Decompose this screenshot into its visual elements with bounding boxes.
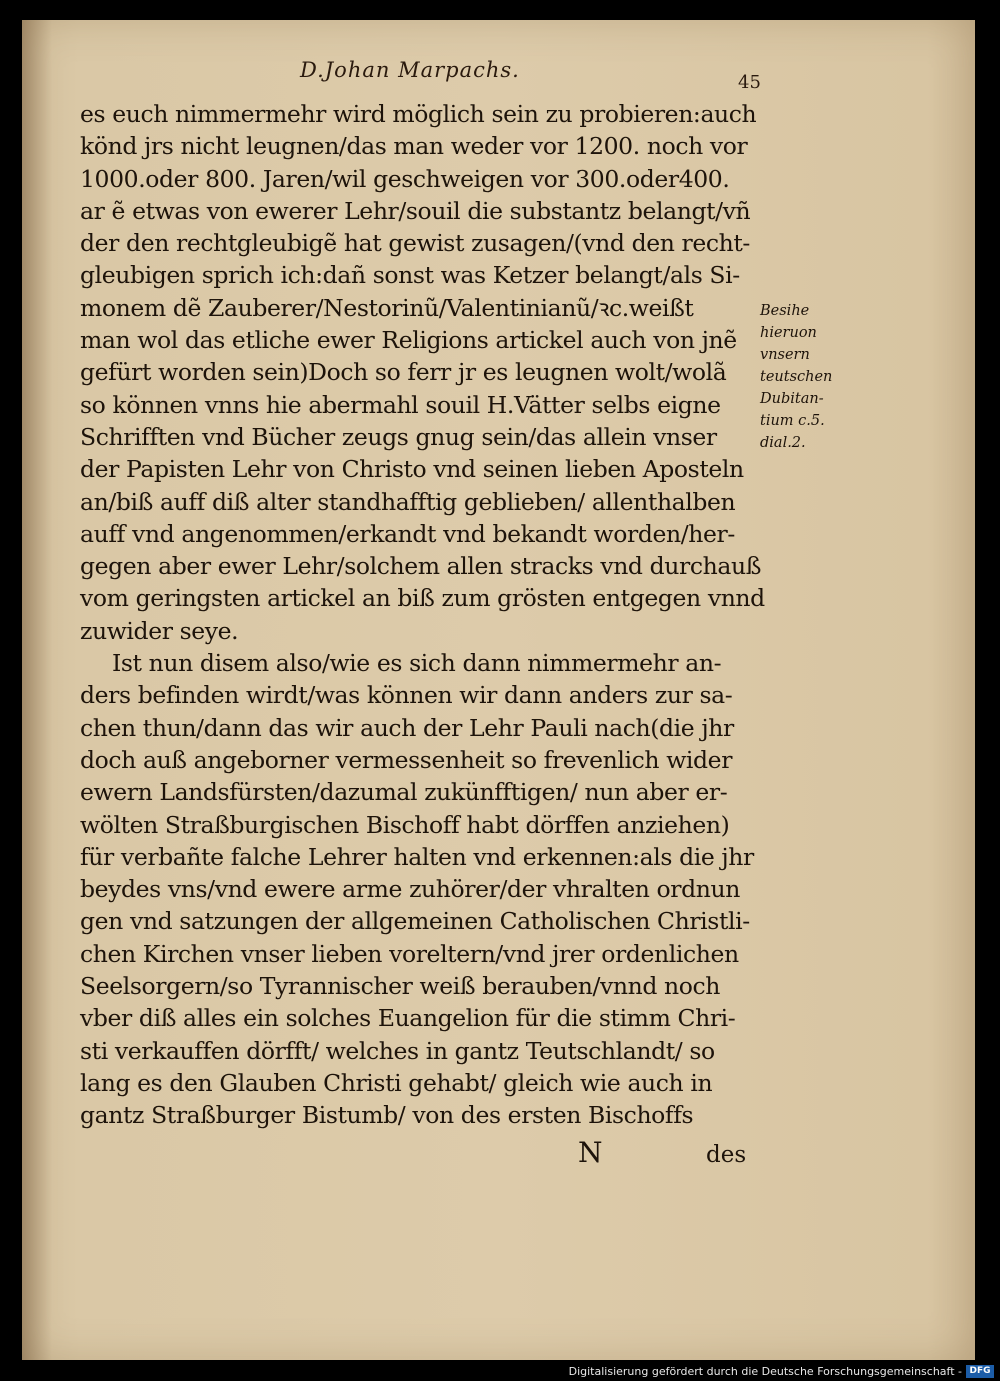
marginal-note-line: vnsern (760, 347, 810, 363)
running-head: D.Johan Marpachs. (300, 58, 520, 82)
text-line: wölten Straßburgischen Bischoff habt dörffen anziehen) (80, 810, 730, 839)
text-line: gefürt worden sein)Doch so ferr jr es leugnen wolt/wolã (80, 358, 727, 387)
text-line: zuwider seye. (80, 616, 239, 645)
text-line: gleubigen sprich ich:dañ sonst was Ketzer belangt/als Si- (80, 261, 740, 290)
body-text (80, 98, 765, 1132)
text-line: ewern Landsfürsten/dazumal zukünfftigen/ nun aber er- (80, 778, 728, 807)
text-line: sti verkauffen dörfft/ welches in gantz Teutschlandt/ so (80, 1036, 715, 1065)
text-line: vom geringsten artickel an biß zum grösten entgegen vnnd (80, 584, 765, 613)
marginal-note (760, 300, 850, 454)
marginal-note-line: dial.2. (760, 435, 806, 451)
text-line: an/biß auff diß alter standhafftig geblieben/ allenthalben (80, 487, 736, 516)
text-line: monem dẽ Zauberer/Nestorinũ/Valentinianũ/ꝛc.weißt (80, 293, 694, 322)
funding-credit: Digitalisierung gefördert durch die Deutsche Forschungsgemeinschaft - (568, 1365, 962, 1378)
text-line: chen Kirchen vnser lieben voreltern/vnd jrer ordenlichen (80, 939, 739, 968)
marginal-note-line: Besihe (760, 303, 810, 319)
text-line: für verbañte falche Lehrer halten vnd erkennen:als die jhr (80, 842, 754, 871)
dfg-logo[interactable]: DFG (966, 1365, 994, 1378)
text-line: es euch nimmermehr wird möglich sein zu probieren:auch (80, 100, 757, 128)
marginal-note-line: Dubitan- (760, 391, 824, 407)
text-line: beydes vns/vnd ewere arme zuhörer/der vhralten ordnun (80, 875, 740, 904)
catchword: des (706, 1142, 747, 1168)
text-line: 1000.oder 800. Jaren/wil geschweigen vor 300.oder400. (80, 164, 730, 193)
marginal-note-line: hieruon (760, 325, 817, 341)
text-line: vber diß alles ein solches Euangelion für die stimm Chri- (80, 1004, 736, 1033)
text-line: man wol das etliche ewer Religions artickel auch von jnẽ (80, 326, 737, 355)
text-line: Seelsorgern/so Tyrannischer weiß berauben/vnnd noch (80, 972, 721, 1001)
text-line: gen vnd satzungen der allgemeinen Catholischen Christli- (80, 907, 750, 936)
text-line: gantz Straßburger Bistumb/ von des ersten Bischoffs (80, 1101, 694, 1130)
text-line: so können vnns hie abermahl souil H.Vätter selbs eigne (80, 390, 721, 419)
text-line: ar ẽ etwas von ewerer Lehr/souil die substantz belangt/vñ (80, 196, 751, 225)
text-line: Schrifften vnd Bücher zeugs gnug sein/das allein vnser (80, 422, 717, 451)
page-number: 45 (738, 72, 761, 93)
text-line: könd jrs nicht leugnen/das man weder vor 1200. noch vor (80, 132, 748, 161)
text-line: doch auß angeborner vermessenheit so frevenlich wider (80, 745, 733, 774)
text-line: auff vnd angenommen/erkandt vnd bekandt worden/her- (80, 519, 735, 548)
marginal-note-line: teutschen (760, 369, 833, 385)
marginal-note-line: tium c.5. (760, 413, 825, 429)
text-line: gegen aber ewer Lehr/solchem allen stracks vnd durchauß (80, 552, 761, 581)
gutter-shadow (22, 20, 52, 1360)
signature-mark: N (578, 1136, 603, 1169)
text-line: chen thun/dann das wir auch der Lehr Pauli nach(die jhr (80, 713, 734, 742)
text-line: ders befinden wirdt/was können wir dann anders zur sa- (80, 681, 733, 710)
text-line: der Papisten Lehr von Christo vnd seinen lieben Aposteln (80, 455, 744, 484)
paragraph-start-line: Ist nun disem also/wie es sich dann nimmermehr an- (112, 649, 722, 678)
text-line: lang es den Glauben Christi gehabt/ gleich wie auch in (80, 1068, 713, 1097)
text-line: der den rechtgleubigẽ hat gewist zusagen/(vnd den recht- (80, 229, 750, 258)
